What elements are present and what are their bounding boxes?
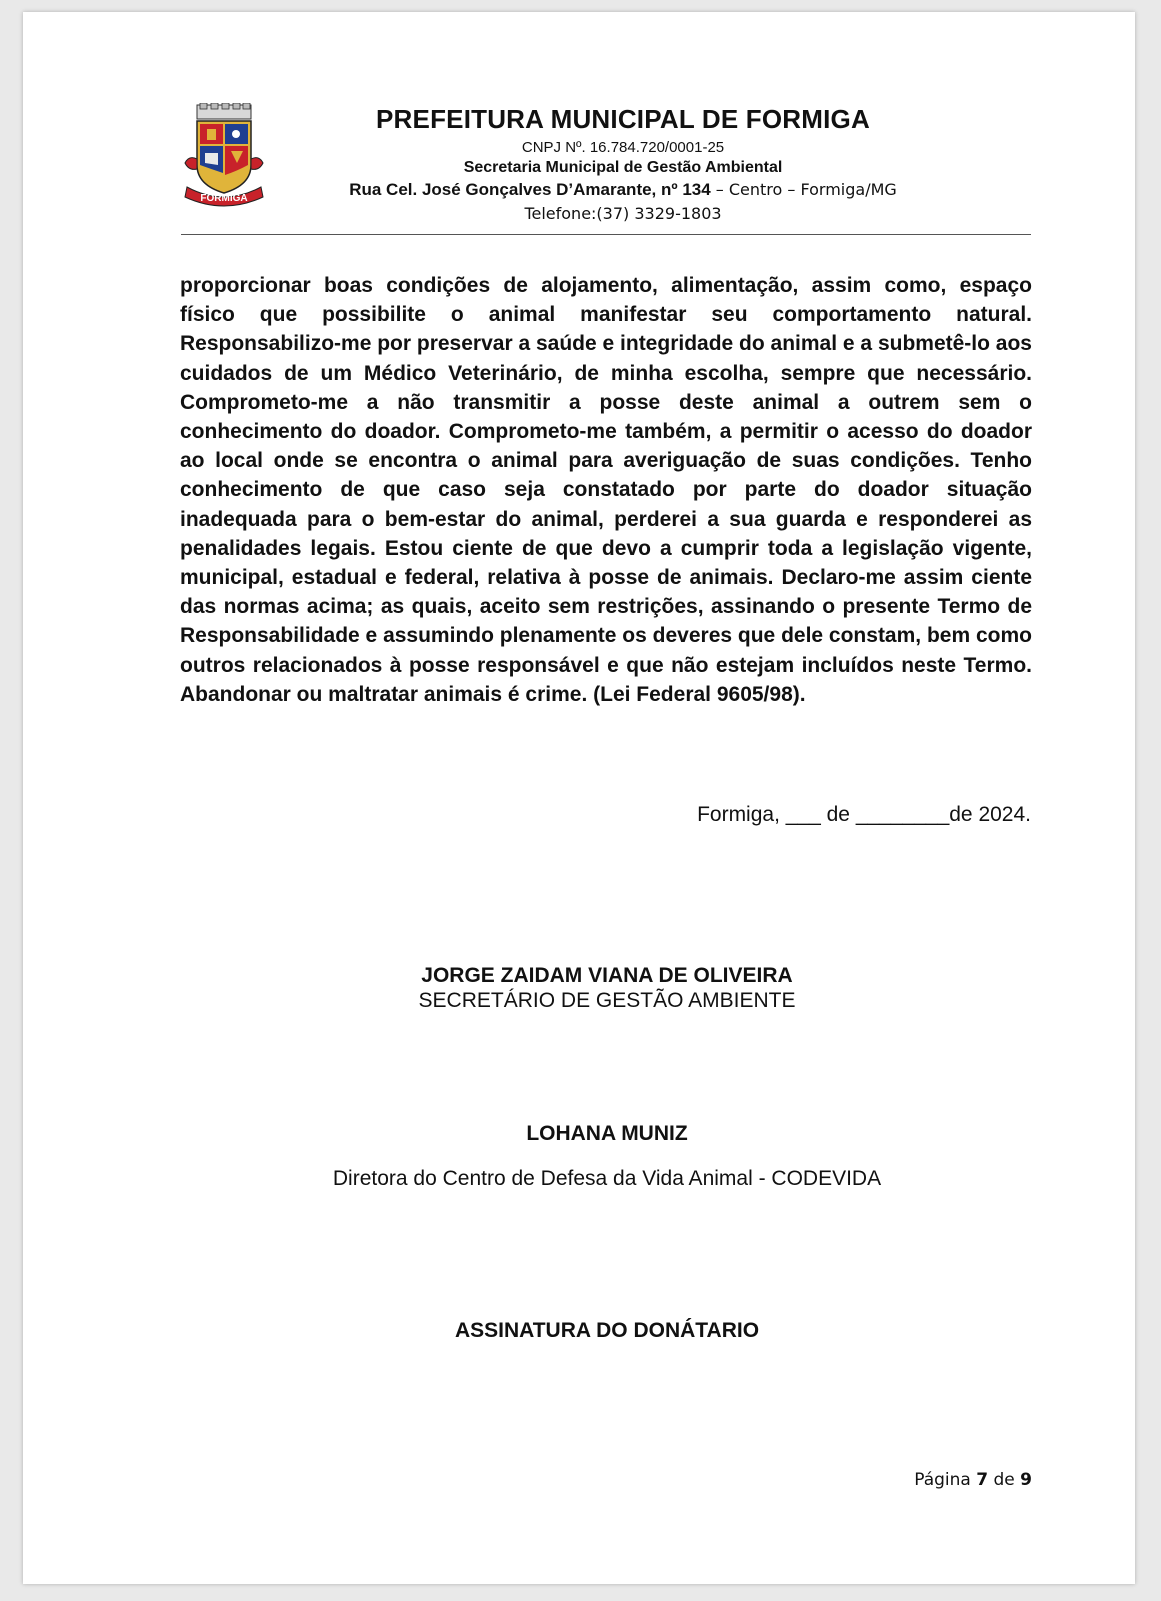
page-number: Página 7 de 9 (914, 1470, 1032, 1490)
coat-of-arms-icon (181, 103, 267, 209)
current-page: 7 (976, 1470, 989, 1490)
header-divider (181, 234, 1031, 235)
svg-text:FORMIGA: FORMIGA (200, 193, 248, 204)
address-street: Rua Cel. José Gonçalves D’Amarante, nº 134 (349, 180, 711, 199)
signatory-1-name: JORGE ZAIDAM VIANA DE OLIVEIRA (421, 964, 793, 987)
cnpj-line: CNPJ Nº. 16.784.720/0001-25 (521, 139, 725, 156)
donee-signature-label: ASSINATURA DO DONÁTARIO (454, 1319, 760, 1342)
telefone-line: Telefone:(37) 3329-1803 (524, 204, 722, 223)
document-page (23, 12, 1135, 1584)
terms-paragraph: proporcionar boas condições de alojamento, alimentação, assim como, espaço físico que possibilite o animal manifestar seu comportamento natural. Responsabilizo-me por preservar a saúde e integridade do animal e a submetê-lo aos cuidados de um Médico Veterinário, de minha escolha, sempre que necessário. Comprometo-me a não transmitir a posse deste animal a outrem sem o conhecimento do doador. Comprometo-me também, a permitir o acesso do doador ao local onde se encontra o animal para averiguação de suas condições. Tenho conhecimento de que caso seja constatado por parte do doador situação inadequada para o bem-estar do animal, perderei a sua guarda e responderei as penalidades legais. Estou ciente de que devo a cumprir toda a legislação vigente, municipal, estadual e federal, relativa à posse de animais. Declaro-me assim ciente das normas acima; as quais, aceito sem restrições, assinando o presente Termo de Responsabilidade e assumindo plenamente os deveres que dele constam, bem como outros relacionados à posse responsável e que não estejam incluídos neste Termo. Abandonar ou maltratar animais é crime. (Lei Federal 9605/98). (180, 274, 1032, 706)
date-line: Formiga, ___ de ________de 2024. (697, 803, 1031, 826)
signatory-1-role: SECRETÁRIO DE GESTÃO AMBIENTE (418, 989, 796, 1012)
signatory-2-name: LOHANA MUNIZ (526, 1122, 688, 1145)
total-pages: 9 (1020, 1470, 1032, 1490)
signatory-2-role: Diretora do Centro de Defesa da Vida Animal - CODEVIDA (332, 1167, 882, 1190)
secretaria-line: Secretaria Municipal de Gestão Ambiental (463, 159, 783, 176)
municipality-title: PREFEITURA MUNICIPAL DE FORMIGA (376, 104, 870, 134)
address-line (278, 180, 968, 200)
address-city: – Centro – Formiga/MG (710, 180, 897, 199)
